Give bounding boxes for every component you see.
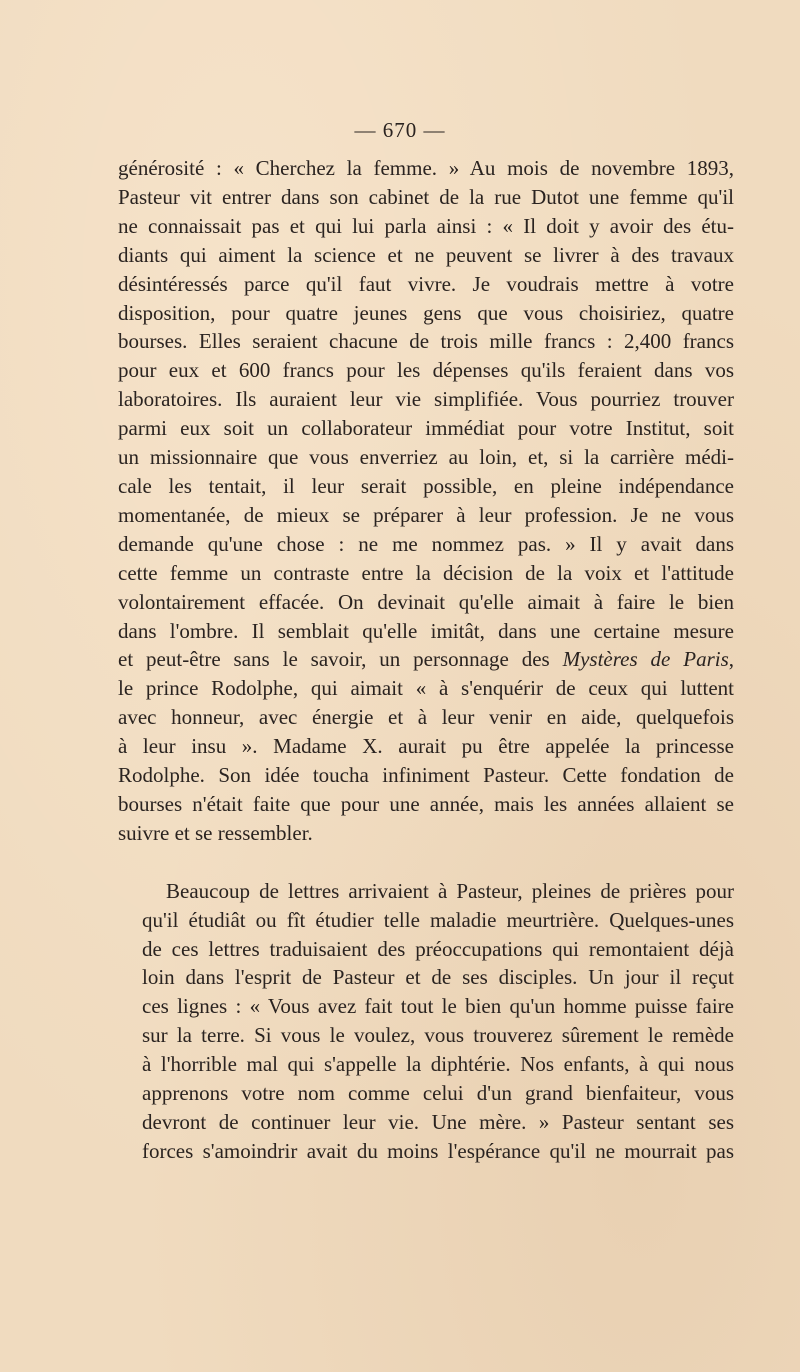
text-line: Rodolphe. Son idée toucha infiniment Pasteur. Cette fondation de <box>118 763 734 788</box>
text-fragment: et peut-être sans le savoir, un personnage des <box>118 647 563 672</box>
text-line: cette femme un contraste entre la décision de la voix et l'attitude <box>118 560 734 585</box>
text-line: avec honneur, avec énergie et à leur venir en aide, quelquefois <box>118 705 734 730</box>
text-line: bourses. Elles seraient chacune de trois mille francs : 2,400 francs <box>118 329 734 354</box>
text-line: de ces lettres traduisaient des préoccupations qui remontaient déjà <box>142 936 734 961</box>
text-line: désintéressés parce qu'il faut vivre. Je voudrais mettre à votre <box>118 271 734 296</box>
text-line: apprenons votre nom comme celui d'un grand bienfaiteur, vous <box>142 1081 734 1106</box>
text-line: générosité : « Cherchez la femme. » Au mois de novembre 1893, <box>118 156 734 180</box>
text-line: qu'il étudiât ou fît étudier telle maladie meurtrière. Quelques-unes <box>142 907 734 932</box>
text-line: suivre et se ressembler. <box>118 820 313 845</box>
text-line: parmi eux soit un collaborateur immédiat pour votre Institut, soit <box>118 416 734 441</box>
text-line: ces lignes : « Vous avez fait tout le bien qu'un homme puisse faire <box>142 994 734 1019</box>
text-line: momentanée, de mieux se préparer à leur profession. Je ne vous <box>118 502 734 527</box>
text-line: ne connaissait pas et qui lui parla ainsi : « Il doit y avoir des étu- <box>118 213 734 238</box>
text-line: cale les tentait, il leur serait possible, en pleine indépendance <box>118 473 734 498</box>
text-line: diants qui aiment la science et ne peuvent se livrer à des travaux <box>118 242 734 267</box>
page-number: — 670 — <box>354 118 446 142</box>
text-line: Pasteur vit entrer dans son cabinet de la rue Dutot une femme qu'il <box>118 184 734 209</box>
text-line: volontairement effacée. On devinait qu'elle aimait à faire le bien <box>118 589 734 614</box>
text-line: demande qu'une chose : ne me nommez pas. » Il y avait dans <box>118 531 734 556</box>
text-line: à l'horrible mal qui s'appelle la diphtérie. Nos enfants, à qui nous <box>142 1052 734 1077</box>
paragraph-1 <box>118 154 734 848</box>
text-line: pour eux et 600 francs pour les dépenses qu'ils feraient dans vos <box>118 358 734 383</box>
text-line: le prince Rodolphe, qui aimait « à s'enquérir de ceux qui luttent <box>118 676 734 701</box>
text-line: loin dans l'esprit de Pasteur et de ses disciples. Un jour il reçut <box>142 965 734 990</box>
text-line: disposition, pour quatre jeunes gens que vous choisiriez, quatre <box>118 300 734 325</box>
text-line: à leur insu ». Madame X. aurait pu être appelée la princesse <box>118 734 734 759</box>
text-fragment: , <box>728 647 735 672</box>
text-line: Beaucoup de lettres arrivaient à Pasteur, pleines de prières pour <box>166 878 734 903</box>
text-line: un missionnaire que vous enverriez au loin, et, si la carrière médi- <box>118 445 734 470</box>
text-line: forces s'amoindrir avait du moins l'espérance qu'il ne mourrait pas <box>142 1138 734 1163</box>
text-line: devront de continuer leur vie. Une mère. » Pasteur sentant ses <box>142 1110 734 1134</box>
text-line-with-title <box>118 645 734 674</box>
text-line: bourses n'était faite que pour une année, mais les années allaient se <box>118 791 734 816</box>
paragraph-2 <box>118 877 734 1166</box>
book-title: Mystères de Paris <box>562 647 729 672</box>
text-line: sur la terre. Si vous le voulez, vous trouverez sûrement le remède <box>142 1023 734 1048</box>
text-line: laboratoires. Ils auraient leur vie simplifiée. Vous pourriez trouver <box>118 387 734 412</box>
text-line: dans l'ombre. Il semblait qu'elle imitât, dans une certaine mesure <box>118 618 734 643</box>
body-text <box>118 154 734 1166</box>
